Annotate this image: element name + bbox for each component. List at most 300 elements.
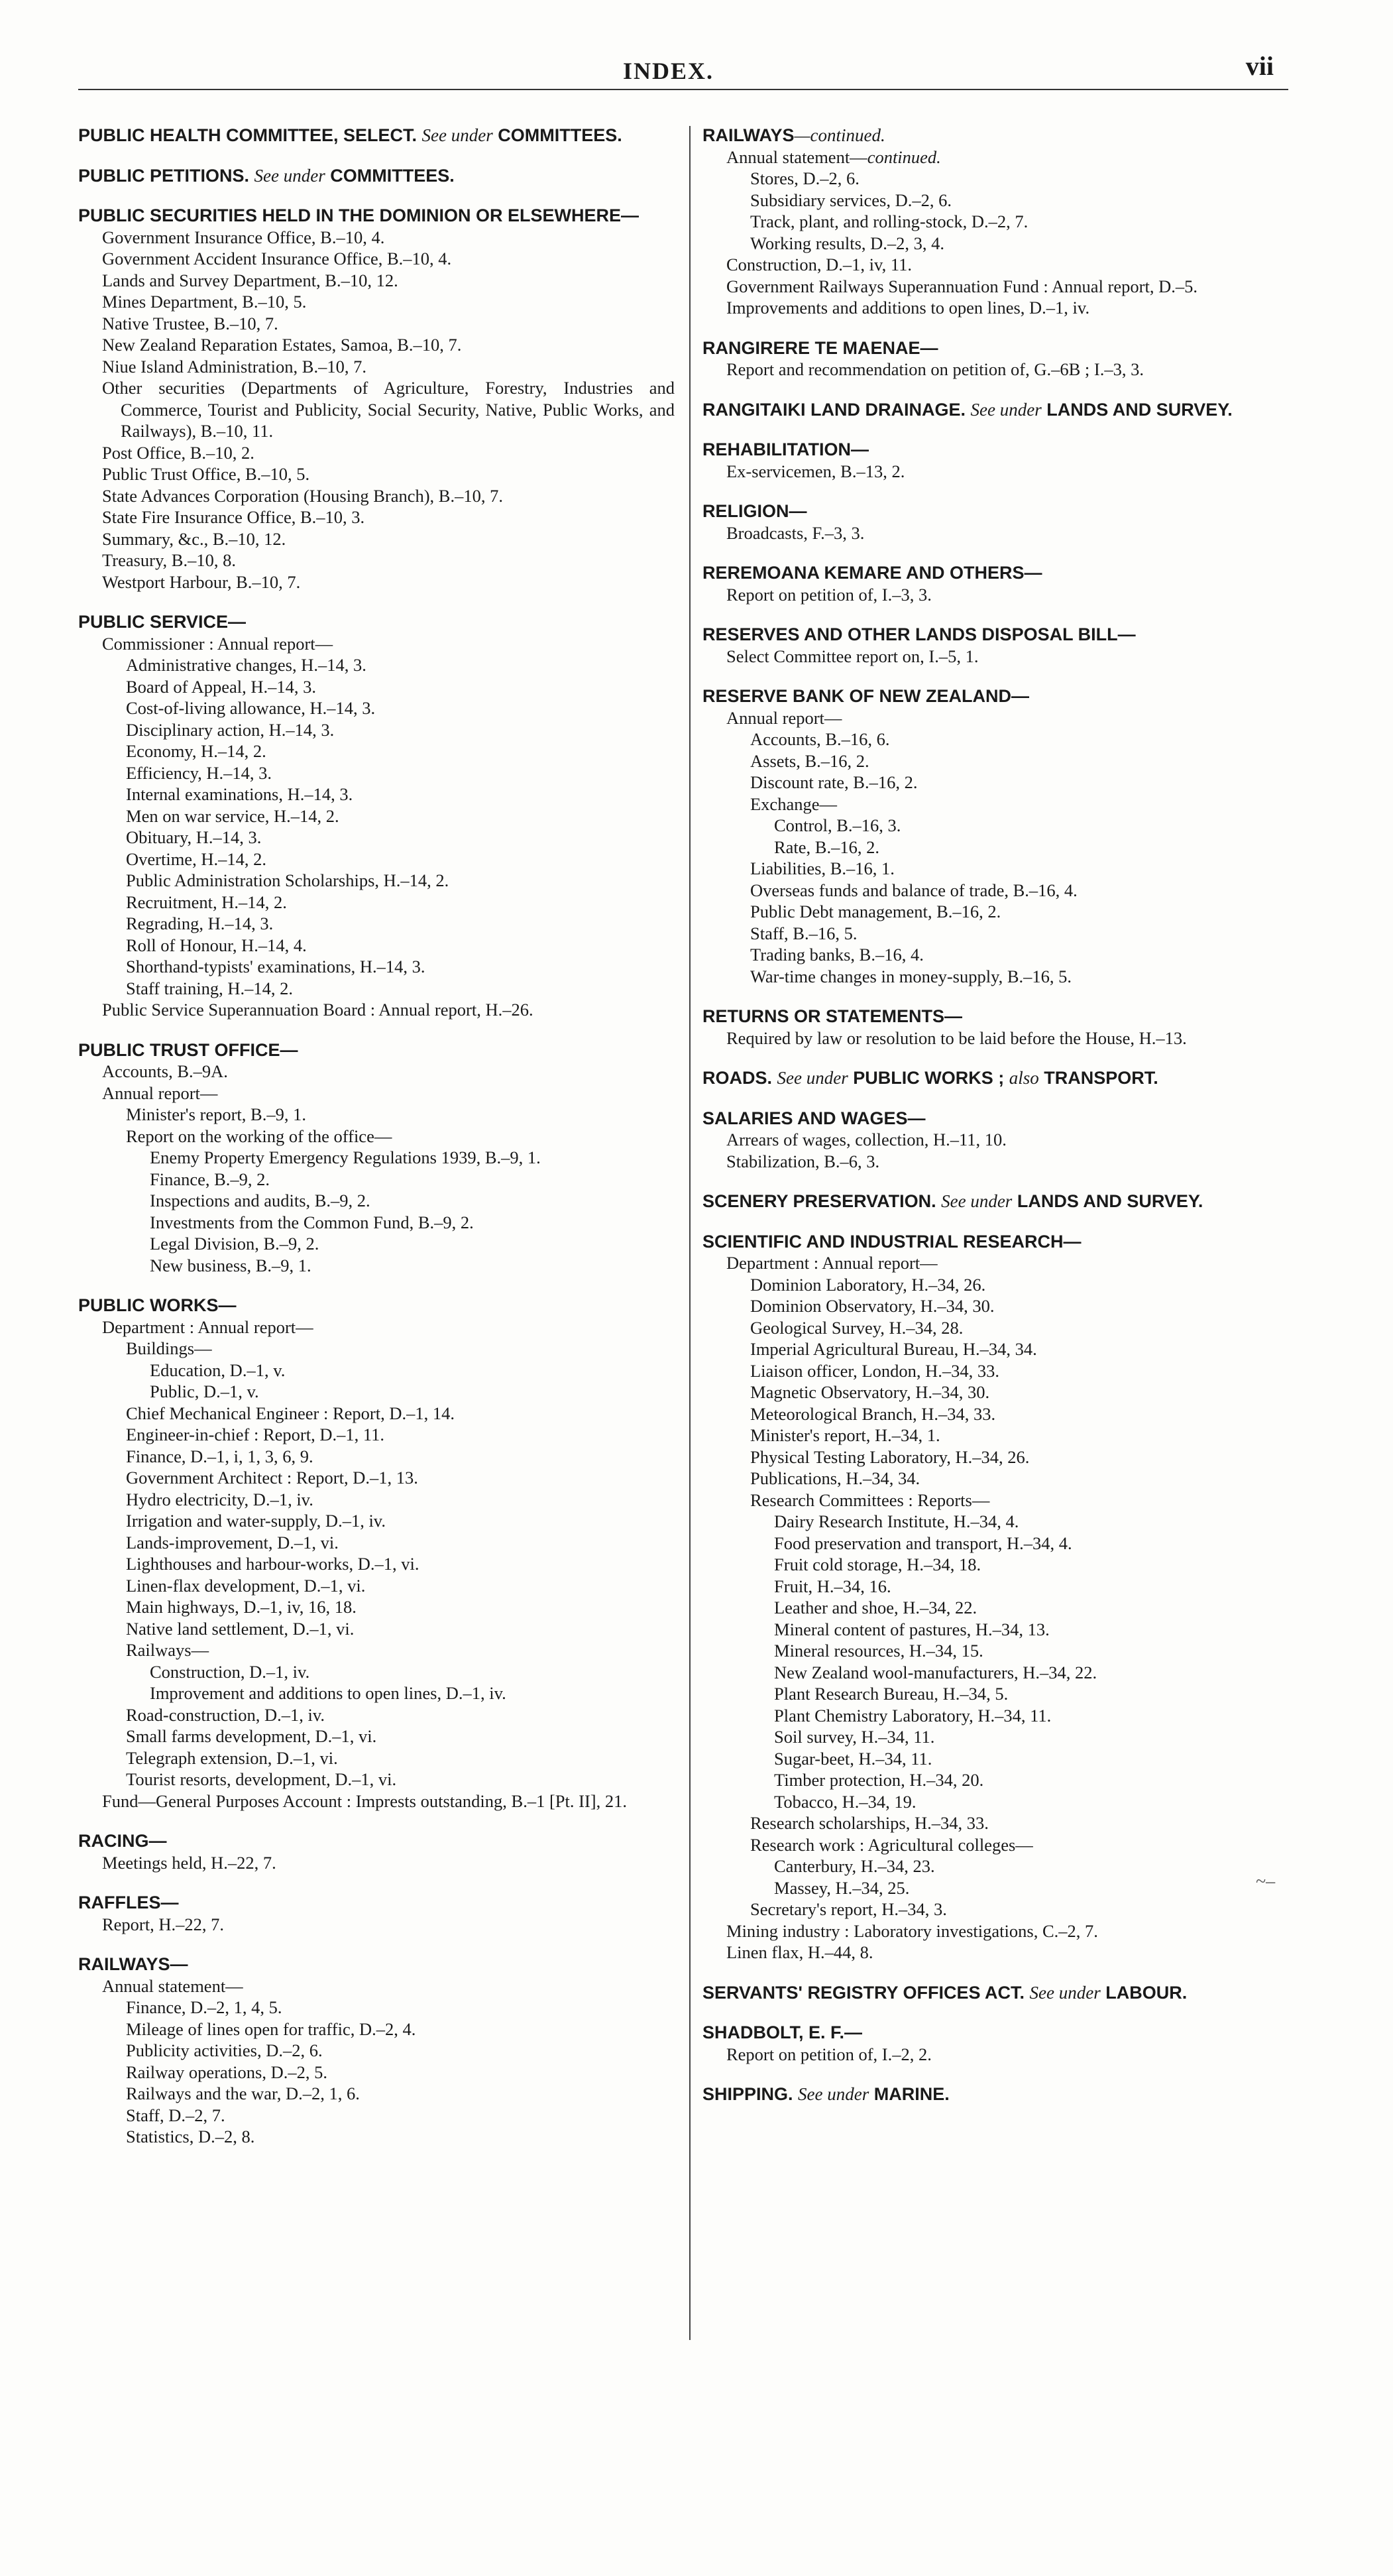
sub-entry-text: Research scholarships, H.–34, 33. <box>750 1813 989 1833</box>
sub-entry <box>774 815 1302 837</box>
sub-entry <box>150 1169 675 1191</box>
index-entry <box>78 1295 675 1812</box>
left-column <box>78 125 675 2166</box>
sub-entry <box>102 550 675 571</box>
sub-entry-text: Economy, H.–14, 2. <box>126 741 266 761</box>
sub-entry-text: Improvements and additions to open lines, D.–1, iv. <box>726 298 1090 318</box>
sub-entry-text: Mineral content of pastures, H.–34, 13. <box>774 1619 1050 1639</box>
column-divider <box>689 126 691 2340</box>
sub-entry-text: Public Administration Scholarships, H.–14, 2. <box>126 870 449 890</box>
sub-entry <box>126 1997 675 2019</box>
index-entry <box>702 1067 1302 1089</box>
sub-entry-text: Department : Annual report— <box>102 1317 313 1337</box>
see-under-label: See under <box>941 1191 1013 1211</box>
sub-entry-text: Mines Department, B.–10, 5. <box>102 292 307 312</box>
sub-entry <box>750 750 1302 772</box>
sub-entry <box>726 707 1302 729</box>
sub-entry <box>774 1576 1302 1598</box>
sub-entry-text: Road-construction, D.–1, iv. <box>126 1704 325 1725</box>
sub-entry-text: Dominion Laboratory, H.–34, 26. <box>750 1274 986 1295</box>
sub-entry-text: Annual report— <box>102 1083 218 1103</box>
sub-entry-text: Finance, D.–2, 1, 4, 5. <box>126 1997 282 2017</box>
sub-entry-text: Tobacco, H.–34, 19. <box>774 1791 917 1812</box>
sub-entry-text: Disciplinary action, H.–14, 3. <box>126 719 335 740</box>
index-entry <box>78 165 675 187</box>
sub-entry-text: Food preservation and transport, H.–34, 4. <box>774 1533 1072 1553</box>
sub-entry <box>102 571 675 593</box>
sub-entry-text: Publicity activities, D.–2, 6. <box>126 2040 323 2060</box>
entry-heading <box>78 1830 675 1852</box>
sub-entry <box>126 913 675 935</box>
sub-entry <box>102 248 675 270</box>
sub-entry <box>750 211 1302 233</box>
sub-entry-text: Stores, D.–2, 6. <box>750 168 860 188</box>
sub-entry <box>726 1151 1302 1173</box>
sub-entry <box>750 1403 1302 1425</box>
index-entry <box>702 1006 1302 1049</box>
entry-heading <box>702 685 1302 707</box>
sub-entry <box>726 2044 1302 2066</box>
sub-entry-text: Report and recommendation on petition of, G.–6B ; I.–3, 3. <box>726 359 1144 379</box>
sub-entry <box>102 1914 675 1936</box>
sub-entry <box>126 1403 675 1425</box>
sub-entry-text: Railways and the war, D.–2, 1, 6. <box>126 2083 360 2103</box>
sub-entry <box>774 1662 1302 1684</box>
sub-entry-text: Select Committee report on, I.–5, 1. <box>726 646 979 666</box>
sub-entry <box>126 1553 675 1575</box>
sub-entry <box>102 1083 675 1104</box>
sub-entry <box>150 1190 675 1212</box>
sub-entry-text: Main highways, D.–1, iv, 16, 18. <box>126 1597 357 1617</box>
sub-entry <box>750 772 1302 793</box>
sub-entry-text: Ex-servicemen, B.–13, 2. <box>726 461 905 481</box>
sub-entry <box>102 313 675 335</box>
entry-heading <box>78 1892 675 1914</box>
sub-entry-text: Legal Division, B.–9, 2. <box>150 1234 319 1254</box>
sub-entry <box>102 1852 675 1874</box>
sub-entry <box>750 233 1302 255</box>
sub-entry-text: Staff, D.–2, 7. <box>126 2105 225 2125</box>
sub-entry-text: Education, D.–1, v. <box>150 1360 286 1380</box>
index-entry <box>702 624 1302 667</box>
sub-entry-text: War-time changes in money-supply, B.–16, 5. <box>750 966 1072 986</box>
sub-entry <box>774 1705 1302 1727</box>
sub-entry <box>126 1704 675 1726</box>
sub-entry-text: Engineer-in-chief : Report, D.–1, 11. <box>126 1425 384 1444</box>
see-under-label: See under <box>1029 1982 1101 2003</box>
heading-text: PUBLIC WORKS— <box>78 1295 237 1315</box>
sub-entry <box>126 935 675 957</box>
sub-entry-text: Administrative changes, H.–14, 3. <box>126 655 366 675</box>
sub-entry-text: Efficiency, H.–14, 3. <box>126 762 272 783</box>
sub-entry-text: Board of Appeal, H.–14, 3. <box>126 676 317 697</box>
sub-entry <box>126 1532 675 1554</box>
heading-text: RACING— <box>78 1831 167 1851</box>
entry-heading <box>702 1006 1302 1027</box>
sub-entry-text: Public Service Superannuation Board : Annual report, H.–26. <box>102 1000 533 1020</box>
sub-entry-text: Working results, D.–2, 3, 4. <box>750 233 945 253</box>
heading-text: RAFFLES— <box>78 1893 179 1912</box>
sub-entry <box>774 1855 1302 1877</box>
sub-entry <box>750 1490 1302 1511</box>
sub-entry-text: Report on the working of the office— <box>126 1126 392 1146</box>
index-entry <box>702 1108 1302 1173</box>
sub-entry-text: Post Office, B.–10, 2. <box>102 442 254 463</box>
page-header <box>0 46 1393 86</box>
index-entry <box>702 685 1302 987</box>
sub-entry-text: Construction, D.–1, iv. <box>150 1661 310 1682</box>
sub-entry-text: Government Accident Insurance Office, B.–10, 4. <box>102 249 452 268</box>
sub-entry <box>750 923 1302 945</box>
sub-entry <box>126 1726 675 1747</box>
sub-entry-text: Magnetic Observatory, H.–34, 30. <box>750 1382 990 1402</box>
sub-entry <box>774 1748 1302 1770</box>
sub-entry-text: Railway operations, D.–2, 5. <box>126 2062 327 2082</box>
heading-text: PUBLIC SECURITIES HELD IN THE DOMINION OR ELSEWHERE— <box>78 205 640 225</box>
sub-entry <box>150 1147 675 1169</box>
heading-text: SHIPPING. <box>702 2084 793 2104</box>
heading-continued: —continued. <box>794 125 885 145</box>
sub-entry-text: Liabilities, B.–16, 1. <box>750 858 895 878</box>
sub-entry-text: Geological Survey, H.–34, 28. <box>750 1317 964 1338</box>
index-entry <box>78 611 675 1021</box>
index-entry <box>78 1892 675 1935</box>
sub-entry <box>126 2105 675 2127</box>
sub-entry-text: Annual statement— <box>726 146 867 167</box>
sub-entry-text: Summary, &c., B.–10, 12. <box>102 528 286 549</box>
sub-entry <box>126 1446 675 1468</box>
sub-entry <box>750 880 1302 902</box>
sub-entry-text: State Advances Corporation (Housing Branch), B.–10, 7. <box>102 485 503 506</box>
sub-entry <box>726 146 1302 168</box>
sub-entry-text: Soil survey, H.–34, 11. <box>774 1727 935 1747</box>
sub-entry-text: Liaison officer, London, H.–34, 33. <box>750 1360 1000 1381</box>
entry-heading <box>702 399 1302 421</box>
sub-entry-text: Native Trustee, B.–10, 7. <box>102 313 278 333</box>
sub-entry <box>102 1975 675 1997</box>
entry-heading <box>78 205 675 227</box>
sub-entry-text: Secretary's report, H.–34, 3. <box>750 1899 947 1919</box>
sub-entry <box>126 2062 675 2083</box>
index-entry <box>702 2022 1302 2065</box>
sub-entry-text: Department : Annual report— <box>726 1253 938 1273</box>
entry-heading <box>78 1039 675 1061</box>
sub-entry-text: Dominion Observatory, H.–34, 30. <box>750 1296 995 1316</box>
sub-entry <box>126 697 675 719</box>
sub-entry <box>126 1747 675 1769</box>
sub-entry-text: Enemy Property Emergency Regulations 1939, B.–9, 1. <box>150 1147 541 1167</box>
sub-entry-text: Dairy Research Institute, H.–34, 4. <box>774 1511 1019 1531</box>
sub-entry <box>750 858 1302 880</box>
sub-entry-text: Hydro electricity, D.–1, iv. <box>126 1489 313 1509</box>
sub-entry-text: Shorthand-typists' examinations, H.–14, 3. <box>126 957 425 976</box>
sub-entry <box>726 522 1302 544</box>
sub-entry <box>726 254 1302 276</box>
sub-entry-text: Investments from the Common Fund, B.–9, 2. <box>150 1212 474 1232</box>
sub-entry-text: Commissioner : Annual report— <box>102 633 333 654</box>
see-under-label: See under <box>254 165 325 186</box>
sub-entry <box>774 837 1302 858</box>
sub-entry <box>774 1533 1302 1554</box>
sub-entry-text: Cost-of-living allowance, H.–14, 3. <box>126 698 376 718</box>
sub-entry-text: Canterbury, H.–34, 23. <box>774 1856 935 1876</box>
sub-entry <box>126 1639 675 1661</box>
index-entry <box>78 1039 675 1277</box>
sub-entry <box>102 442 675 464</box>
index-entry <box>702 1982 1302 2004</box>
sub-entry <box>750 793 1302 815</box>
sub-entry-text: Public Debt management, B.–16, 2. <box>750 902 1001 921</box>
entry-heading <box>78 1295 675 1317</box>
sub-entry-text: Men on war service, H.–14, 2. <box>126 805 339 826</box>
sub-entry-text: Research work : Agricultural colleges— <box>750 1834 1033 1855</box>
sub-entry <box>102 356 675 378</box>
heading-text: REHABILITATION— <box>702 439 869 459</box>
sub-entry <box>750 168 1302 190</box>
heading-text: RESERVES AND OTHER LANDS DISPOSAL BILL— <box>702 624 1136 644</box>
continued-note: continued. <box>867 146 941 167</box>
sub-entry-text: Tourist resorts, development, D.–1, vi. <box>126 1769 397 1789</box>
sub-entry-text: Staff training, H.–14, 2. <box>126 978 293 998</box>
sub-entry-text: Leather and shoe, H.–34, 22. <box>774 1598 977 1617</box>
sub-entry <box>126 1338 675 1360</box>
sub-entry <box>126 1510 675 1532</box>
sub-entry-text: State Fire Insurance Office, B.–10, 3. <box>102 507 365 527</box>
sub-entry <box>774 1683 1302 1705</box>
sub-entry-text: Regrading, H.–14, 3. <box>126 913 274 933</box>
sub-entry <box>774 1726 1302 1748</box>
cross-reference: LANDS AND SURVEY. <box>1046 399 1233 420</box>
cross-reference: LABOUR. <box>1105 1982 1188 2003</box>
index-entry <box>78 205 675 593</box>
sub-entry <box>126 827 675 849</box>
sub-entry <box>150 1360 675 1381</box>
sub-entry <box>126 784 675 805</box>
cross-reference: LANDS AND SURVEY. <box>1017 1191 1203 1211</box>
sub-entry <box>750 1446 1302 1468</box>
sub-entry-text: Imperial Agricultural Bureau, H.–34, 34. <box>750 1339 1037 1359</box>
sub-entry-text: Lands-improvement, D.–1, vi. <box>126 1532 339 1552</box>
entry-heading <box>78 165 675 187</box>
sub-entry-text: Buildings— <box>126 1338 212 1358</box>
index-entry <box>702 439 1302 482</box>
sub-entry <box>726 359 1302 381</box>
sub-entry-text: Control, B.–16, 3. <box>774 815 901 835</box>
sub-entry-text: Massey, H.–34, 25. <box>774 1877 910 1898</box>
index-entry <box>78 1830 675 1873</box>
sub-entry <box>726 1920 1302 1942</box>
sub-entry <box>102 1790 675 1812</box>
entry-heading <box>78 125 675 146</box>
sub-entry <box>102 463 675 485</box>
index-entry <box>702 500 1302 544</box>
sub-entry-text: Finance, D.–1, i, 1, 3, 6, 9. <box>126 1446 313 1466</box>
heading-text: SHADBOLT, E. F.— <box>702 2022 863 2042</box>
sub-entry <box>750 944 1302 966</box>
sub-entry-text: Discount rate, B.–16, 2. <box>750 772 918 792</box>
sub-entry-text: Trading banks, B.–16, 4. <box>750 945 924 965</box>
sub-entry-text: Government Railways Superannuation Fund : Annual report, D.–5. <box>726 276 1198 296</box>
sub-entry <box>750 1317 1302 1339</box>
sub-entry <box>102 633 675 655</box>
sub-entry <box>726 646 1302 668</box>
sub-entry <box>774 1619 1302 1641</box>
sub-entry-text: Fruit cold storage, H.–34, 18. <box>774 1554 981 1574</box>
sub-entry-text: Chief Mechanical Engineer : Report, D.–1, 14. <box>126 1403 455 1423</box>
sub-entry <box>750 1381 1302 1403</box>
sub-entry <box>150 1381 675 1403</box>
sub-entry-text: Overseas funds and balance of trade, B.–16, 4. <box>750 880 1078 900</box>
index-entry <box>702 125 1302 319</box>
entry-heading <box>78 1954 675 1975</box>
sub-entry <box>126 805 675 827</box>
sub-entry-text: Treasury, B.–10, 8. <box>102 550 236 570</box>
sub-entry-text: Finance, B.–9, 2. <box>150 1169 270 1189</box>
sub-entry-text: Recruitment, H.–14, 2. <box>126 892 287 912</box>
entry-heading <box>702 1191 1302 1212</box>
sub-entry-text: Subsidiary services, D.–2, 6. <box>750 190 952 210</box>
sub-entry-text: Westport Harbour, B.–10, 7. <box>102 571 301 592</box>
sub-entry <box>750 190 1302 211</box>
sub-entry <box>102 528 675 550</box>
sub-entry <box>126 849 675 870</box>
sub-entry <box>126 870 675 892</box>
heading-text: SCIENTIFIC AND INDUSTRIAL RESEARCH— <box>702 1231 1082 1252</box>
entry-heading <box>702 1108 1302 1130</box>
sub-entry <box>126 676 675 698</box>
sub-entry <box>102 270 675 292</box>
sub-entry-text: Native land settlement, D.–1, vi. <box>126 1618 355 1639</box>
sub-entry-text: Roll of Honour, H.–14, 4. <box>126 935 307 955</box>
sub-entry <box>726 297 1302 319</box>
index-entry <box>78 125 675 146</box>
sub-entry <box>102 291 675 313</box>
sub-entry-text: Public, D.–1, v. <box>150 1381 259 1401</box>
sub-entry-text: Other securities (Departments of Agriculture, Forestry, Industries and Commerce, Tourist and Publicity, Social Security, Native, Public Works, and Railways), B.–10, 11. <box>102 378 675 441</box>
heading-text: RETURNS OR STATEMENTS— <box>702 1006 963 1026</box>
sub-entry <box>126 654 675 676</box>
entry-heading <box>702 562 1302 584</box>
sub-entry-text: Physical Testing Laboratory, H.–34, 26. <box>750 1446 1030 1467</box>
sub-entry-text: Accounts, B.–9A. <box>102 1061 228 1081</box>
see-under-label: See under <box>798 2084 869 2104</box>
sub-entry <box>750 1834 1302 1856</box>
sub-entry <box>102 999 675 1021</box>
sub-entry-text: Telegraph extension, D.–1, vi. <box>126 1747 338 1768</box>
sub-entry <box>102 506 675 528</box>
sub-entry-text: Government Insurance Office, B.–10, 4. <box>102 227 385 247</box>
sub-entry <box>726 1129 1302 1151</box>
sub-entry <box>750 1812 1302 1834</box>
heading-text: SALARIES AND WAGES— <box>702 1108 926 1128</box>
sub-entry-text: Track, plant, and rolling-stock, D.–2, 7. <box>750 211 1029 231</box>
sub-entry-text: New Zealand Reparation Estates, Samoa, B.–10, 7. <box>102 335 462 355</box>
sub-entry <box>126 2019 675 2040</box>
cross-reference: MARINE. <box>873 2084 950 2104</box>
heading-text: RANGIRERE TE MAENAE— <box>702 337 938 358</box>
entry-heading <box>702 1231 1302 1253</box>
sub-entry-text: Stabilization, B.–6, 3. <box>726 1151 880 1171</box>
entry-heading <box>702 2083 1302 2105</box>
sub-entry <box>126 1596 675 1618</box>
entry-heading <box>702 1982 1302 2004</box>
sub-entry <box>150 1233 675 1255</box>
sub-entry-text: Report on petition of, I.–3, 3. <box>726 584 932 605</box>
sub-entry-text: Linen-flax development, D.–1, vi. <box>126 1575 366 1596</box>
index-entry <box>702 337 1302 381</box>
sub-entry-text: Inspections and audits, B.–9, 2. <box>150 1191 370 1210</box>
cross-reference: TRANSPORT. <box>1044 1068 1158 1088</box>
heading-text: PUBLIC SERVICE— <box>78 612 247 632</box>
sub-entry <box>774 1597 1302 1619</box>
index-entry <box>702 1231 1302 1963</box>
sub-entry-text: Irrigation and water-supply, D.–1, iv. <box>126 1511 386 1531</box>
sub-entry-text: Small farms development, D.–1, vi. <box>126 1726 377 1746</box>
sub-entry <box>750 901 1302 923</box>
sub-entry <box>750 966 1302 988</box>
see-under-label: See under <box>970 399 1042 420</box>
sub-entry <box>750 1899 1302 1920</box>
sub-entry <box>126 2126 675 2148</box>
sub-entry <box>726 1252 1302 1274</box>
sub-entry <box>750 1295 1302 1317</box>
heading-text: PUBLIC PETITIONS. <box>78 165 250 186</box>
sub-entry-text: Obituary, H.–14, 3. <box>126 827 262 847</box>
sub-entry-text: Fund—General Purposes Account : Imprests outstanding, B.–1 [Pt. II], 21. <box>102 1790 627 1811</box>
see-under-label: See under <box>421 125 493 145</box>
sub-entry-text: Timber protection, H.–34, 20. <box>774 1770 984 1790</box>
sub-entry <box>102 1317 675 1338</box>
heading-text: RAILWAYS— <box>78 1954 188 1974</box>
sub-entry <box>726 276 1302 298</box>
sub-entry-text: Lands and Survey Department, B.–10, 12. <box>102 270 398 290</box>
heading-text: RANGITAIKI LAND DRAINAGE. <box>702 399 966 420</box>
page-number: vii <box>1245 51 1274 81</box>
sub-entry-text: Overtime, H.–14, 2. <box>126 849 266 869</box>
cross-reference: PUBLIC WORKS ; <box>853 1068 1005 1088</box>
sub-entry <box>126 1618 675 1640</box>
sub-entry <box>102 334 675 356</box>
index-entry <box>702 562 1302 605</box>
sub-entry-text: Internal examinations, H.–14, 3. <box>126 784 353 804</box>
sub-entry <box>726 1027 1302 1049</box>
sub-entry <box>750 729 1302 750</box>
heading-text: ROADS. <box>702 1068 773 1088</box>
sub-entry-text: Mineral resources, H.–34, 15. <box>774 1641 983 1661</box>
sub-entry <box>102 227 675 249</box>
sub-entry <box>774 1769 1302 1791</box>
sub-entry <box>726 461 1302 483</box>
sub-entry <box>102 377 675 442</box>
sub-entry <box>774 1640 1302 1662</box>
sub-entry <box>150 1661 675 1683</box>
sub-entry-text: Minister's report, H.–34, 1. <box>750 1425 940 1445</box>
sub-entry-text: Staff, B.–16, 5. <box>750 923 858 943</box>
sub-entry-text: Sugar-beet, H.–34, 11. <box>774 1748 932 1769</box>
sub-entry-text: Annual statement— <box>102 1975 243 1996</box>
sub-entry <box>774 1554 1302 1576</box>
sub-entry <box>750 1468 1302 1490</box>
entry-heading <box>702 500 1302 522</box>
sub-entry-text: Improvement and additions to open lines, D.–1, iv. <box>150 1683 506 1703</box>
heading-text: RESERVE BANK OF NEW ZEALAND— <box>702 686 1030 706</box>
sub-entry-text: Mileage of lines open for traffic, D.–2, 4. <box>126 2019 416 2039</box>
sub-entry <box>126 1489 675 1511</box>
sub-entry-text: Plant Chemistry Laboratory, H.–34, 11. <box>774 1705 1052 1726</box>
heading-text: SERVANTS' REGISTRY OFFICES ACT. <box>702 1982 1025 2003</box>
sub-entry <box>150 1255 675 1277</box>
see-under-label: See under <box>777 1068 848 1088</box>
